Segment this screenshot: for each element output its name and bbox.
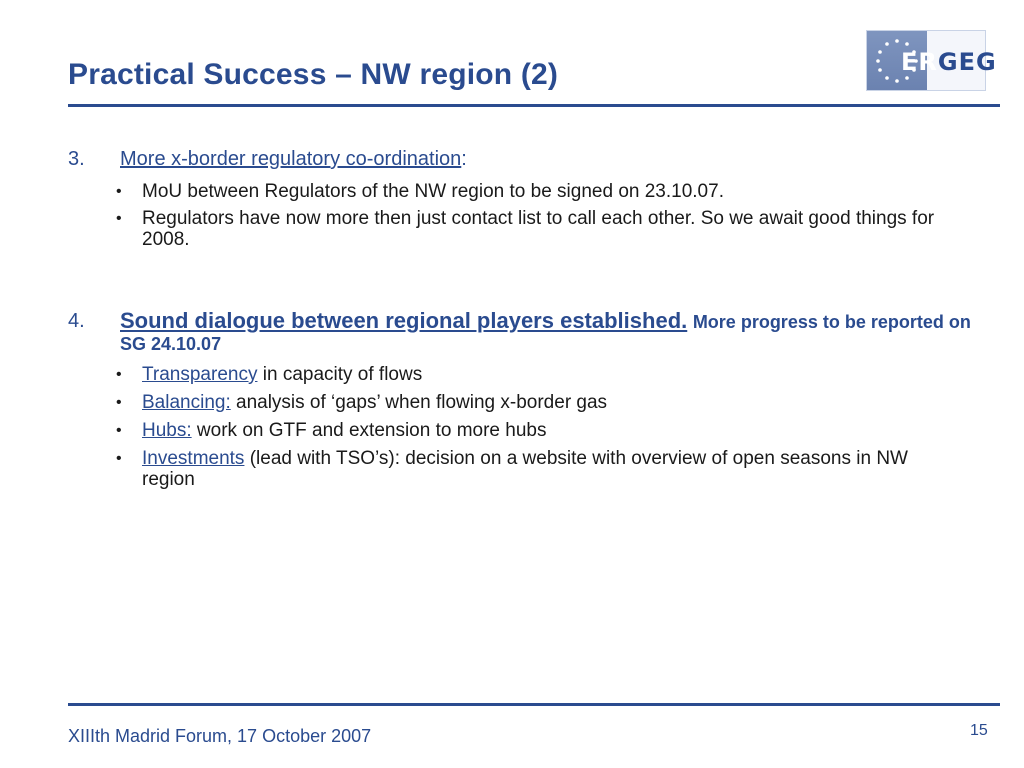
bullet-dot: • xyxy=(116,366,122,383)
bullet-text: in capacity of flows xyxy=(257,364,423,385)
bullet-item xyxy=(116,181,962,202)
item-heading-link[interactable]: More x-border regulatory co-ordination xyxy=(120,148,462,170)
bullet-text: Regulators have now more then just contact list to call each other. So we await good things for 2008. xyxy=(142,208,935,250)
logo-text-er: ER xyxy=(901,48,938,76)
bullet-item xyxy=(116,420,962,441)
item-heading xyxy=(120,148,980,170)
bullet-label-link[interactable]: Balancing: xyxy=(142,392,231,413)
bullet-item xyxy=(116,364,962,385)
page-number: 15 xyxy=(970,722,988,739)
item-heading-link[interactable]: Sound dialogue between regional players established. xyxy=(120,308,688,333)
ergeg-logo xyxy=(866,30,997,91)
bullet-text: MoU between Regulators of the NW region to be signed on 23.10.07. xyxy=(142,181,724,202)
bullet-label-link[interactable]: Hubs: xyxy=(142,420,192,441)
footer-text: XIIIth Madrid Forum, 17 October 2007 xyxy=(68,726,372,746)
item-heading xyxy=(120,310,980,355)
bullet-text: analysis of ‘gaps’ when flowing x-border gas xyxy=(230,392,608,413)
bullet-label-link[interactable]: Transparency xyxy=(142,364,258,385)
bullet-item xyxy=(116,392,962,413)
bullet-item xyxy=(116,208,962,250)
bullet-text: (lead with TSO’s): decision on a website with overview of open seasons in NW region xyxy=(142,448,908,490)
item-heading-tail: : xyxy=(461,148,467,170)
footer-divider xyxy=(68,703,1000,706)
bullet-text: work on GTF and extension to more hubs xyxy=(191,420,547,441)
bullet-dot: • xyxy=(116,450,122,467)
bullet-item xyxy=(116,448,962,490)
header-divider xyxy=(68,104,1000,107)
slide-title: Practical Success – NW region (2) xyxy=(68,58,559,91)
item-number: 3. xyxy=(68,148,85,170)
bullet-dot: • xyxy=(116,394,122,411)
item-number: 4. xyxy=(68,310,85,332)
item-heading-tail: More progress to be reported on SG 24.10.07 xyxy=(120,312,971,354)
bullet-dot: • xyxy=(116,210,122,227)
logo-wordmark xyxy=(901,48,997,76)
bullet-dot: • xyxy=(116,183,122,200)
bullet-label-link[interactable]: Investments xyxy=(142,448,245,469)
bullet-dot: • xyxy=(116,422,122,439)
logo-text-geg: GEG xyxy=(937,48,997,76)
